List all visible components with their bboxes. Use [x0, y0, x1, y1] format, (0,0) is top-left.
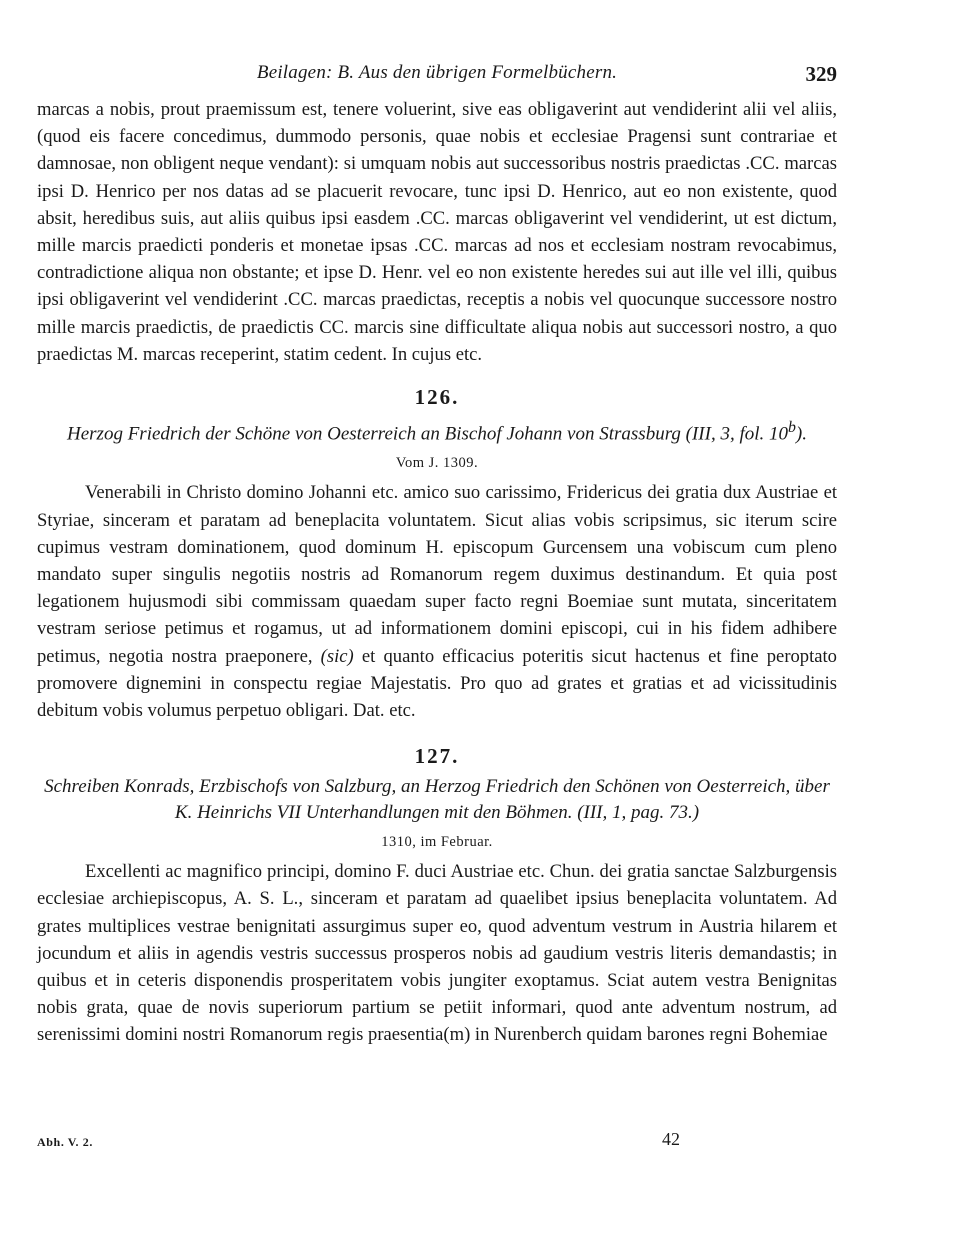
page-footer: [37, 1129, 837, 1153]
document-number: 127.: [414, 744, 460, 769]
folio-superscript: b: [788, 419, 796, 437]
document-heading: Schreiben Konrads, Erzbischofs von Salzburg, an Herzog Friedrich den Schönen von Oesterreich, über K. Heinrichs VII Unterhandlungen mit den Böhmen. (III, 1, pag. 73.): [44, 776, 830, 824]
document-127: [37, 744, 837, 1048]
document-126: [37, 385, 837, 724]
continuation-paragraph: marcas a nobis, prout praemissum est, tenere voluerint, sive eas obligaverint aut vendiderint alii vel aliis, (quod eis facere concedimus, dummodo personis, quae nobis et ecclesiae Pragensi sunt contrariae et damnosae, non obligent neque vendant): si umquam nobis aut successoribus nostris praedictas .CC. marcas ipsi D. Henrico per nos datas ad se placuerit revocare, tunc ipsi D. Henrico, aut eo non existente, quod absit, heredibus suis, aut aliis quibus ipsi easdem .CC. marcas obligaverint vel vendiderint, ut est dictum, mille marcis praedicti ponderis et monetae ipsas .CC. marcas ad nos et ecclesiam nostram revocabimus, contradictione aliqua non obstante; et ipse D. Henr. vel eo non existente heredes sui aut ille vel illi, quibus ipsi obligaverint vel vendiderint .CC. marcas praedictas, receptis a nobis vel quocunque successore nostro mille marcis praedictis, de praedictis CC. marcis sine difficultate aliqua nobis aut successori nostro, a quo praedictas M. marcas receperint, statim cedent. In cujus etc.: [37, 99, 837, 365]
sic-annotation: (sic): [320, 645, 354, 667]
running-head: [37, 62, 837, 96]
document-body-text-continued: et quanto efficacius poteritis sicut hactenus et fine peroptato promovere dignemini in conspectu regiae Majestatis. Pro quo ad grates et gratias et ad vicissitudinis debitum vobis volumus perpetuo obligari. Dat. etc.: [37, 645, 837, 721]
document-number: 126.: [414, 385, 460, 410]
page-number: 329: [805, 62, 837, 86]
document-heading: [37, 415, 837, 447]
document-date: Vom J. 1309.: [395, 455, 479, 472]
signature-mark: Abh. V. 2.: [37, 1135, 93, 1149]
page: [37, 62, 837, 1049]
document-body: [37, 479, 837, 724]
document-body: Excellenti ac magnifico principi, domino F. duci Austriae etc. Chun. dei gratia sanctae Salzburgensis ecclesiae archiepiscopus, A. S. L., sinceram et paratam ad quaelibet ipsius beneplacita voluntatem. Ad grates multiplices vestrae benignitati assurgimus super eo, quod adventum vestrum in Austria hilarem et jocundum et aliis in agendis vestris successus prosperos nobis ad gaudium vestris literis demandastis; in quibus et in ceteris disponendis prosperitatem vobis jungiter exoptamus. Sciat autem vestra Benignitas nobis grata, quae de novis superiorum partium se petiit informari, quod ante adventum nostrum, ad serenissimi domini nostri Romanorum regis praesentia(m) in Nurenberch quidam barones regni Bohemiae: [37, 861, 837, 1046]
document-date: 1310, im Februar.: [381, 834, 493, 851]
document-heading-text: Herzog Friedrich der Schöne von Oesterreich an Bischof Johann von Strassburg (III, 3, fol. 10: [67, 423, 788, 445]
document-body-text: Venerabili in Christo domino Johanni etc. amico suo carissimo, Fridericus dei gratia dux Austriae et Styriae, sinceram et paratam ad beneplacita voluntatem. Sicut alias vobis scripsimus, sic iterum scire cupimus vestram dominationem, quod dominum H. episcopum Gurcensem una vobiscum cum pleno mandato super singulis negotiis nostris ad Romanorum regem duximus destinandum. Et quia post legationem hujusmodi sibi commissam quaedam super facto regni Boemiae sunt mutata, sinceritatem vestram seriose petimus et rogamus, ut ad informationem domini episcopi, cui in his fidem adhibere petimus, negotia nostra praeponere,: [37, 482, 837, 667]
sheet-number: 42: [662, 1129, 680, 1149]
document-heading-end: ).: [795, 423, 807, 445]
running-head-title: Beilagen: B. Aus den übrigen Formelbüchern.: [256, 62, 618, 83]
